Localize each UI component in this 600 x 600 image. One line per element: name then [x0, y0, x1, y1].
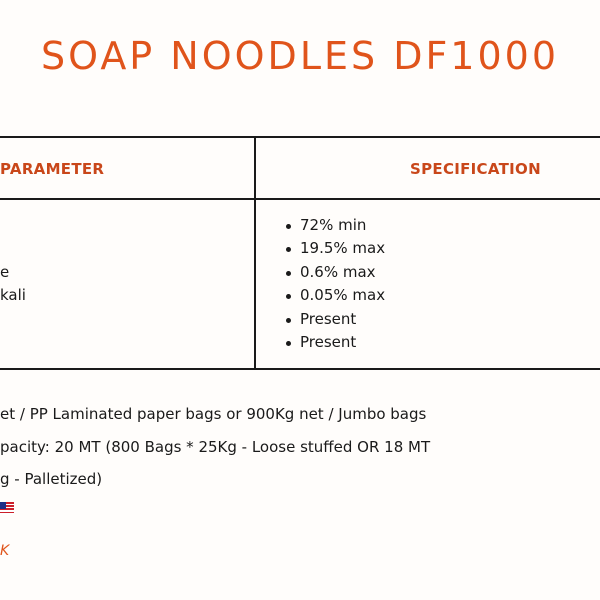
page-title: SOAP NOODLES DF1000	[40, 34, 560, 78]
parameter-item	[0, 214, 26, 237]
footer-text: K	[0, 543, 10, 559]
capacity-note-continued: g - Palletized)	[0, 470, 103, 488]
specification-item: 0.05% max	[286, 284, 385, 307]
parameter-item: e	[0, 262, 10, 281]
packing-note: et / PP Laminated paper bags or 900Kg net / Jumbo bags	[0, 405, 427, 423]
parameter-item	[0, 308, 26, 331]
specification-item: 19.5% max	[286, 237, 385, 260]
spec-table	[0, 136, 600, 370]
parameter-item: kali	[0, 286, 26, 305]
specification-list	[286, 214, 385, 354]
parameter-list	[0, 214, 26, 354]
table-column-divider	[254, 138, 256, 368]
parameter-header: PARAMETER	[0, 160, 105, 178]
specification-item: Present	[286, 308, 385, 331]
parameter-item	[0, 331, 26, 354]
specification-item: 0.6% max	[286, 261, 385, 284]
malaysia-flag-icon	[0, 502, 14, 515]
specification-item: 72% min	[286, 214, 385, 237]
parameter-item	[0, 237, 26, 260]
capacity-note: pacity: 20 MT (800 Bags * 25Kg - Loose stuffed OR 18 MT	[0, 438, 431, 456]
table-header-divider	[0, 198, 600, 200]
specification-header: SPECIFICATION	[410, 160, 541, 178]
specification-item: Present	[286, 331, 385, 354]
